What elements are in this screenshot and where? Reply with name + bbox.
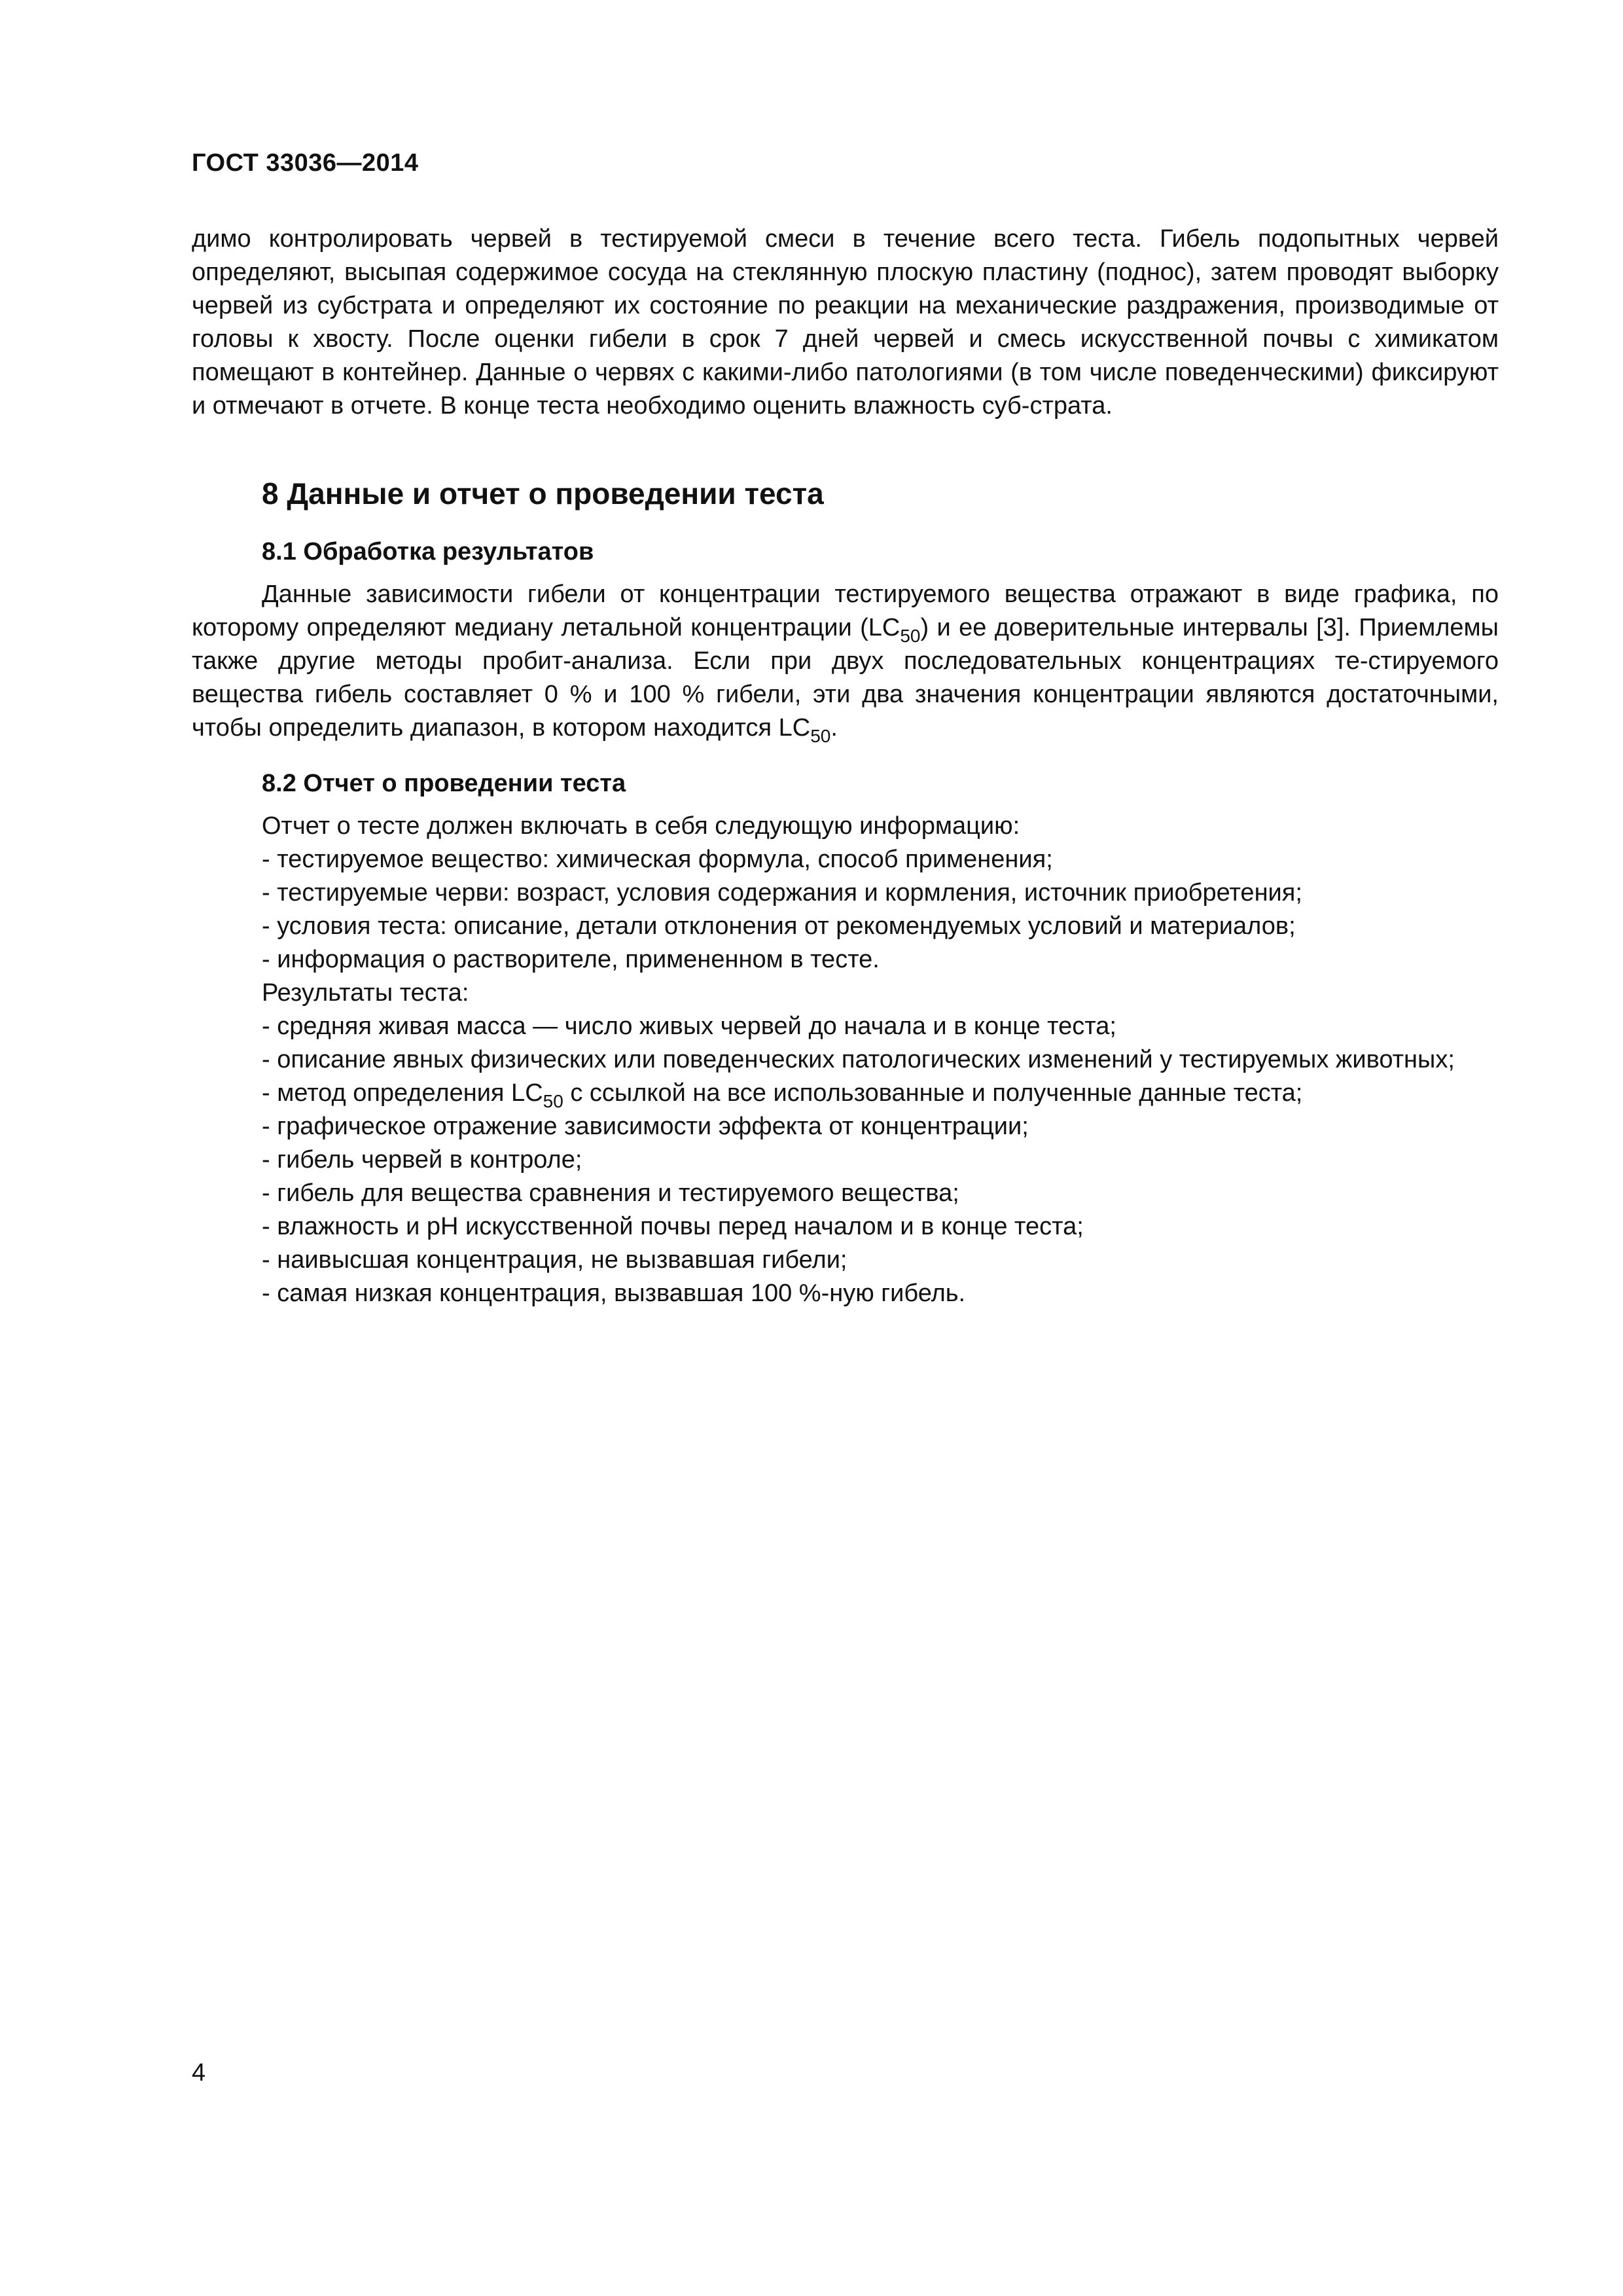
results-label: Результаты теста:	[262, 979, 469, 1007]
subsection-8-1-title: 8.1 Обработка результатов	[262, 538, 594, 565]
text-fragment: .	[830, 714, 838, 742]
list-item: - гибель червей в контроле;	[262, 1146, 582, 1174]
subscript-50: 50	[543, 1091, 563, 1111]
section-8-title: 8 Данные и отчет о проведении теста	[262, 476, 824, 511]
list-item	[192, 1077, 1499, 1110]
text-fragment: с ссылкой на все использованные и полученные данные теста;	[563, 1079, 1303, 1107]
page-number: 4	[192, 2059, 206, 2087]
list-item: - наивысшая концентрация, не вызвавшая гибели;	[262, 1246, 847, 1274]
list-item: - условия теста: описание, детали отклонения от рекомендуемых условий и материалов;	[262, 912, 1296, 940]
list-item: - средняя живая масса — число живых червей до начала и в конце теста;	[262, 1013, 1116, 1040]
text-fragment: ) и ее доверительные интервалы [3]. Приемлемы также другие методы пробит-анализа. Если при двух последовательных концентрациях те-стируемого вещества гибель составляет 0 % и 100 % гибели, эти два значения концентрации являются достаточными, чтобы определить диапазон, в котором находится LC	[192, 614, 1499, 742]
subscript-50: 50	[900, 626, 921, 646]
page-content	[192, 223, 1499, 1310]
intro-paragraph: димо контролировать червей в тестируемой смеси в течение всего теста. Гибель подопытных червей определяют, высыпая содержимое сосуда на стеклянную плоскую пластину (поднос), затем проводят выборку червей из субстрата и определяют их состояние по реакции на механические раздражения, производимые от головы к хвосту. После оценки гибели в срок 7 дней червей и смесь искусственной почвы с химикатом помещают в контейнер. Данные о червях с какими-либо патологиями (в том числе поведенческими) фиксируют и отмечают в отчете. В конце теста необходимо оценить влажность суб-страта.	[192, 225, 1499, 420]
list-item: - тестируемые черви: возраст, условия содержания и кормления, источник приобретения;	[262, 879, 1302, 906]
report-intro-line: Отчет о тесте должен включать в себя следующую информацию:	[262, 812, 1020, 840]
subsection-8-1-paragraph	[192, 578, 1499, 745]
list-item: - гибель для вещества сравнения и тестируемого вещества;	[262, 1179, 959, 1207]
text-fragment: Данные зависимости гибели от концентрации тестируемого вещества отражают в виде графика, по которому определяют медиану летальной концентрации (LC	[192, 581, 1499, 641]
list-item: - описание явных физических или поведенческих патологических изменений у тестируемых животных;	[262, 1046, 1455, 1073]
list-item: - влажность и рН искусственной почвы перед началом и в конце теста;	[262, 1213, 1084, 1240]
document-code-header: ГОСТ 33036—2014	[192, 149, 419, 177]
list-item: - самая низкая концентрация, вызвавшая 100 %-ную гибель.	[262, 1280, 966, 1307]
text-fragment: - метод определения LC	[262, 1079, 543, 1107]
subsection-8-2-title: 8.2 Отчет о проведении теста	[262, 770, 626, 797]
list-item: - тестируемое вещество: химическая формула, способ применения;	[262, 846, 1053, 873]
subscript-50: 50	[810, 726, 831, 746]
list-item: - информация о растворителе, примененном в тесте.	[262, 946, 880, 973]
list-item: - графическое отражение зависимости эффекта от концентрации;	[262, 1113, 1029, 1140]
